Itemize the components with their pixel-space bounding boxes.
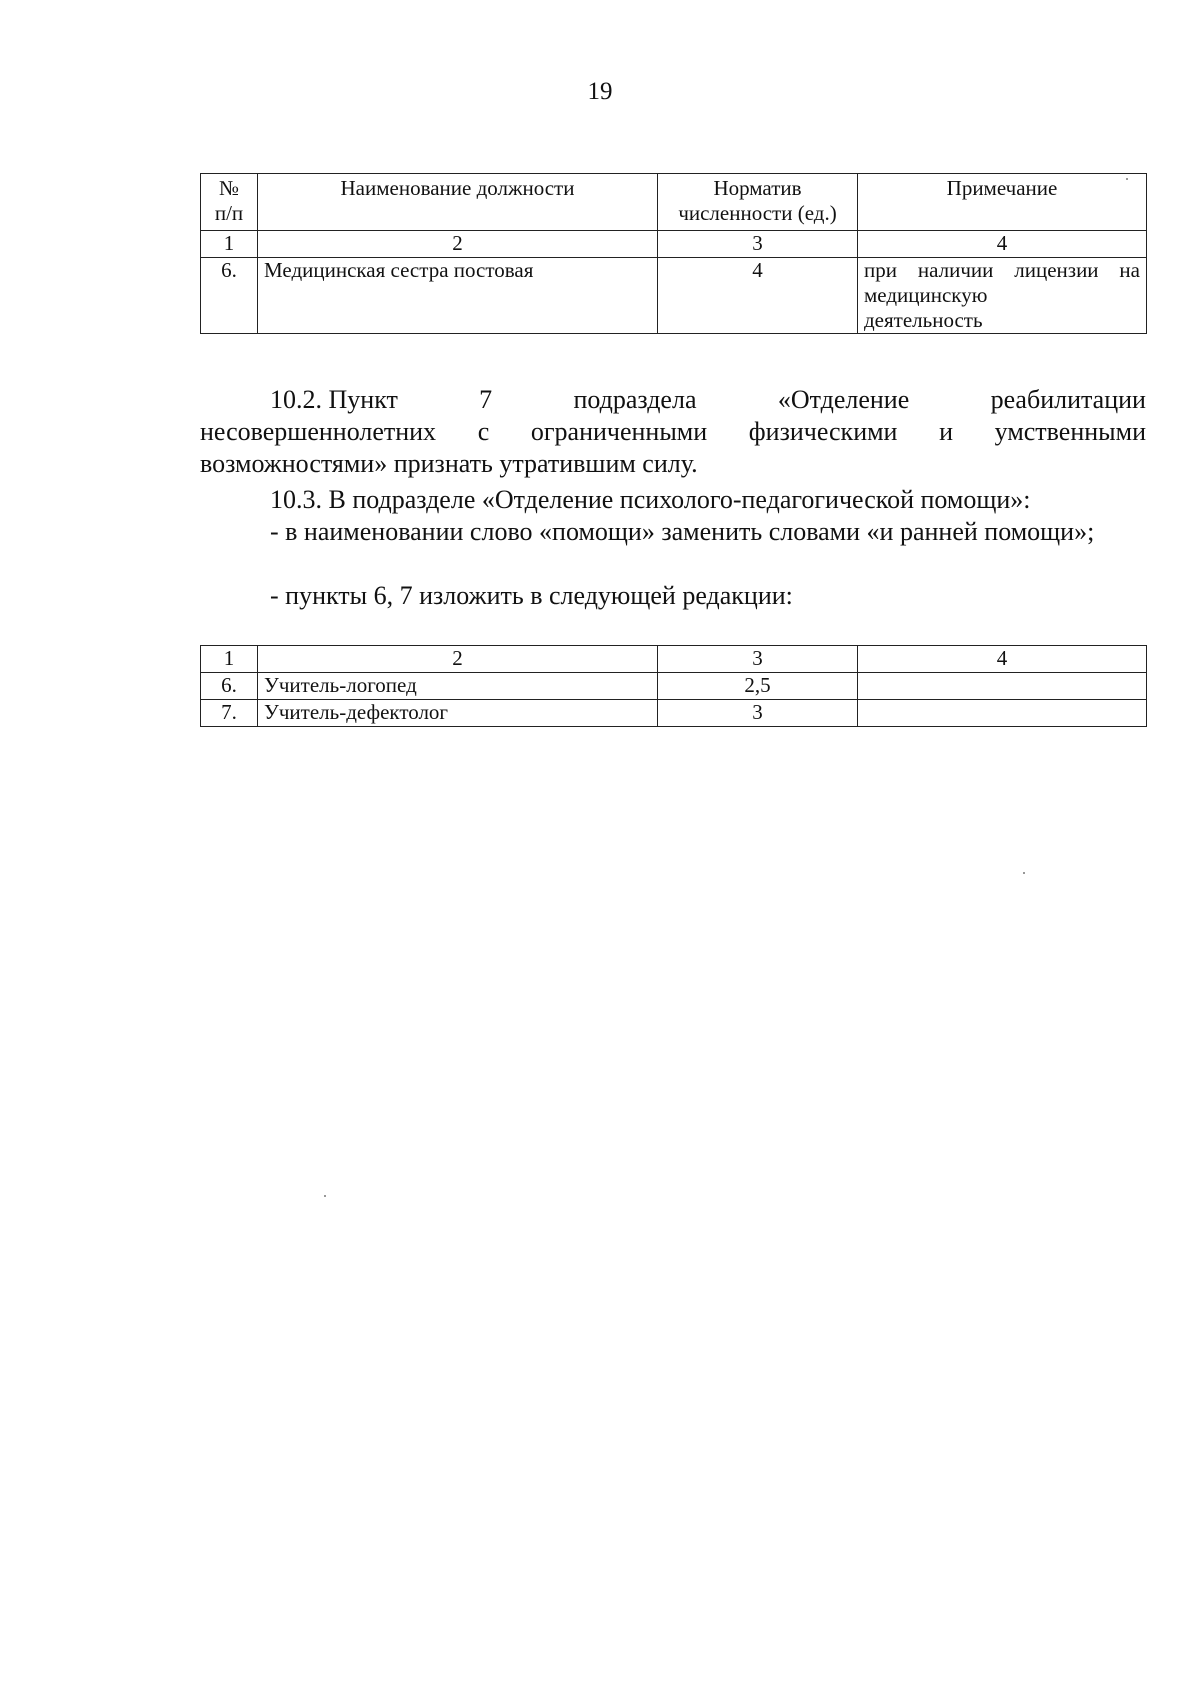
row-note-line2: медицинскую xyxy=(864,283,988,307)
column-number-3: 3 xyxy=(658,646,858,673)
row-note-line3: деятельность xyxy=(864,308,983,332)
column-number-row xyxy=(201,646,1147,673)
header-number-line1: № xyxy=(218,176,240,200)
header-norm-line2: численности (ед.) xyxy=(678,201,837,225)
table-row xyxy=(201,258,1147,334)
row-note xyxy=(858,700,1147,727)
row-staffing-norm: 3 xyxy=(658,700,858,727)
row-number: 7. xyxy=(201,700,258,727)
column-number-3: 3 xyxy=(658,231,858,258)
header-number xyxy=(201,174,258,231)
table-row xyxy=(201,673,1147,700)
column-number-4: 4 xyxy=(858,231,1147,258)
p10-2-word-4: «Отделение xyxy=(777,385,910,414)
paragraph-10-2-rest: несовершеннолетних с ограниченными физическими и умственными возможностями» признать утратившим силу. xyxy=(200,417,1146,478)
header-note: Примечание xyxy=(858,174,1147,231)
row-note-line1: при наличии лицензии на xyxy=(864,258,1140,282)
row-position-name: Медицинская сестра постовая xyxy=(258,258,658,334)
header-position-name: Наименование должности xyxy=(258,174,658,231)
scan-speck xyxy=(1126,178,1128,180)
header-norm-line1: Норматив xyxy=(713,176,802,200)
header-number-line2: п/п xyxy=(214,201,244,225)
column-number-1: 1 xyxy=(201,231,258,258)
paragraph-bullet-1: - в наименовании слово «помощи» заменить словами «и ранней помощи»; xyxy=(270,517,1095,546)
paragraph-10-2 xyxy=(200,384,1146,480)
p10-2-word-5: реабилитации xyxy=(990,385,1146,414)
table-row xyxy=(201,700,1147,727)
column-number-1: 1 xyxy=(201,646,258,673)
scan-speck xyxy=(1023,872,1025,874)
row-position-name: Учитель-логопед xyxy=(258,673,658,700)
table-header-row xyxy=(201,174,1147,231)
paragraph-bullet-2: - пункты 6, 7 изложить в следующей редакции: xyxy=(270,581,793,610)
scan-speck xyxy=(324,1195,326,1197)
p10-2-word-1: 10.2. Пункт xyxy=(270,385,398,414)
row-note xyxy=(858,673,1147,700)
p10-2-word-2: 7 xyxy=(479,385,493,414)
column-number-2: 2 xyxy=(258,231,658,258)
row-number: 6. xyxy=(201,673,258,700)
row-position-name: Учитель-дефектолог xyxy=(258,700,658,727)
row-note xyxy=(858,258,1147,334)
header-staffing-norm xyxy=(658,174,858,231)
column-number-2: 2 xyxy=(258,646,658,673)
page-number: 19 xyxy=(587,78,613,105)
column-number-row xyxy=(201,231,1147,258)
staff-table-current xyxy=(200,173,1147,334)
staff-table-new xyxy=(200,645,1147,727)
paragraph-10-3: 10.3. В подразделе «Отделение психолого-педагогической помощи»: xyxy=(270,485,1031,514)
column-number-4: 4 xyxy=(858,646,1147,673)
p10-2-word-3: подраздела xyxy=(573,385,697,414)
row-staffing-norm: 2,5 xyxy=(658,673,858,700)
row-staffing-norm: 4 xyxy=(658,258,858,334)
paragraph-10-2-first-line xyxy=(200,384,1146,416)
row-number: 6. xyxy=(201,258,258,334)
